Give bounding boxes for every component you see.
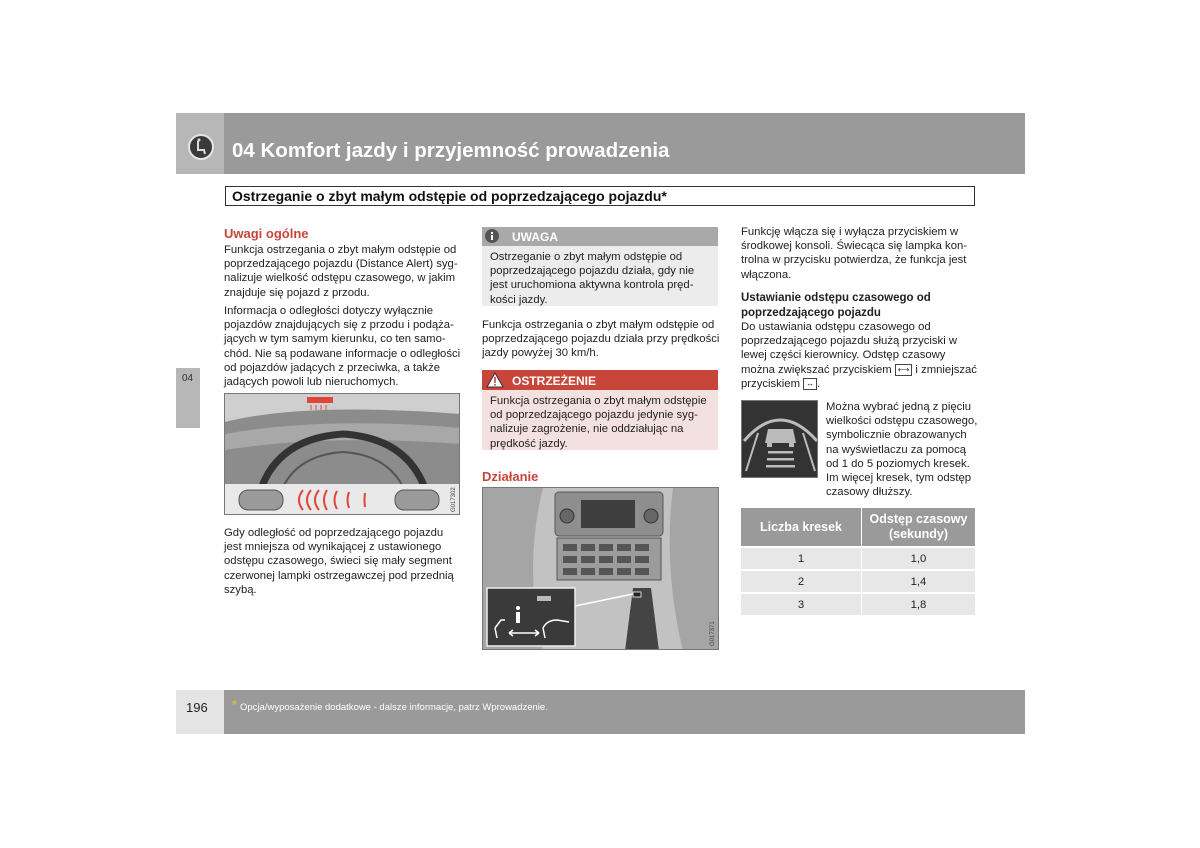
footnote-star: * [232, 697, 238, 712]
footnote-text: Opcja/wyposażenie dodatkowe - dalsze informacje, patrz Wprowadzenie. [240, 702, 548, 713]
info-icon [485, 229, 499, 243]
table-cell: 2 [741, 570, 862, 593]
dashboard-warning-light-figure [224, 393, 460, 515]
table-header-bars: Liczba kresek [741, 508, 862, 547]
heading-operation: Działanie [482, 469, 539, 484]
paragraph-general-2: Informacja o odległości dotyczy wyłącznie pojazdów znajdujących się z przodu i podążających w tym samym kierunku, co ten samochód. Nie są podawane informacje o odległości od pojazdów jadących z przeciwka, a także jadących powoli lub nieruchomych. [224, 305, 461, 389]
seat-icon [188, 134, 214, 160]
table-cell: 3 [741, 593, 862, 615]
table-header-gap: Odstęp czasowy (sekundy) [862, 508, 976, 547]
distance-display-figure [741, 400, 818, 478]
paragraph-five-sizes: Można wybrać jedną z pięciu wielkości odstępu czasowego, symbolicznie obrazowanych na wyświetlaczu za pomocą od 1 do 5 poziomych kresek. Im więcej kresek, tym odstęp czasowy dłuższy. [826, 401, 978, 499]
figure-code: G017302 [451, 487, 457, 512]
chapter-side-tab-label: 04 [182, 373, 194, 384]
increase-gap-key-icon: ⟷ [895, 364, 912, 376]
paragraph-speed: Funkcja ostrzegania o zbyt małym odstępie od poprzedzającego pojazdu działa przy prędkości jazdy powyżej 30 km/h. [482, 319, 720, 360]
table-row [741, 593, 975, 615]
paragraph-general-3: Gdy odległość od poprzedzającego pojazdu jest mniejsza od wynikającej z ustawionego odstępu czasowego, świeci się mały segment czerwonej lampki ostrzegawczej pod przednią szybą. [224, 527, 454, 596]
paragraph-time-gap-text-b: i zmniejszać przyciskiem [741, 363, 977, 390]
table-cell: 1 [741, 547, 862, 570]
table-cell: 1,8 [862, 593, 976, 615]
note-text: Ostrzeganie o zbyt małym odstępie od poprzedzającego pojazdu działa, gdy nie jest uruchomiona aktywna kontrola prędkości jazdy. [490, 251, 695, 306]
paragraph-time-gap [741, 320, 979, 391]
note-label: UWAGA [512, 230, 558, 244]
heading-general-notes: Uwagi ogólne [224, 226, 309, 241]
time-gap-table [741, 508, 975, 615]
figure-code: G017371 [710, 621, 716, 646]
section-title: Ostrzeganie o zbyt małym odstępie od poprzedzającego pojazdu* [232, 188, 667, 204]
paragraph-switch: Funkcję włącza się i wyłącza przyciskiem w środkowej konsoli. Świecąca się lampka kontrolna w przycisku potwierdza, że funkcja jest włączona. [741, 226, 968, 281]
page-number: 196 [186, 700, 208, 715]
paragraph-time-gap-text-a: Do ustawiania odstępu czasowego od poprzedzającego pojazdu służą przyciski w lewej części kierownicy. Odstęp czasowy można zwiększać przyciskiem [741, 321, 958, 376]
warning-triangle-icon [486, 372, 504, 388]
center-console-figure [482, 487, 719, 650]
paragraph-time-gap-text-c: . [817, 377, 821, 390]
warning-text: Funkcja ostrzegania o zbyt małym odstępie od poprzedzającego pojazdu jedynie sygnalizuje zagrożenie, nie oddziałując na prędkość jazdy. [490, 395, 707, 450]
heading-time-gap-setting: Ustawianie odstępu czasowego od poprzedzającego pojazdu [741, 292, 931, 319]
table-cell: 1,4 [862, 570, 976, 593]
paragraph-general-1: Funkcja ostrzegania o zbyt małym odstępie od poprzedzającego pojazdu (Distance Alert) sygnalizuje wielkość odstępu czasowego, w jakim znajduje się pojazd z przodu. [224, 244, 458, 299]
table-row [741, 570, 975, 593]
warning-label: OSTRZEŻENIE [512, 374, 597, 388]
chapter-title: 04 Komfort jazdy i przyjemność prowadzenia [232, 139, 670, 162]
table-row [741, 547, 975, 570]
table-cell: 1,0 [862, 547, 976, 570]
decrease-gap-key-icon: ↔ [803, 378, 817, 390]
